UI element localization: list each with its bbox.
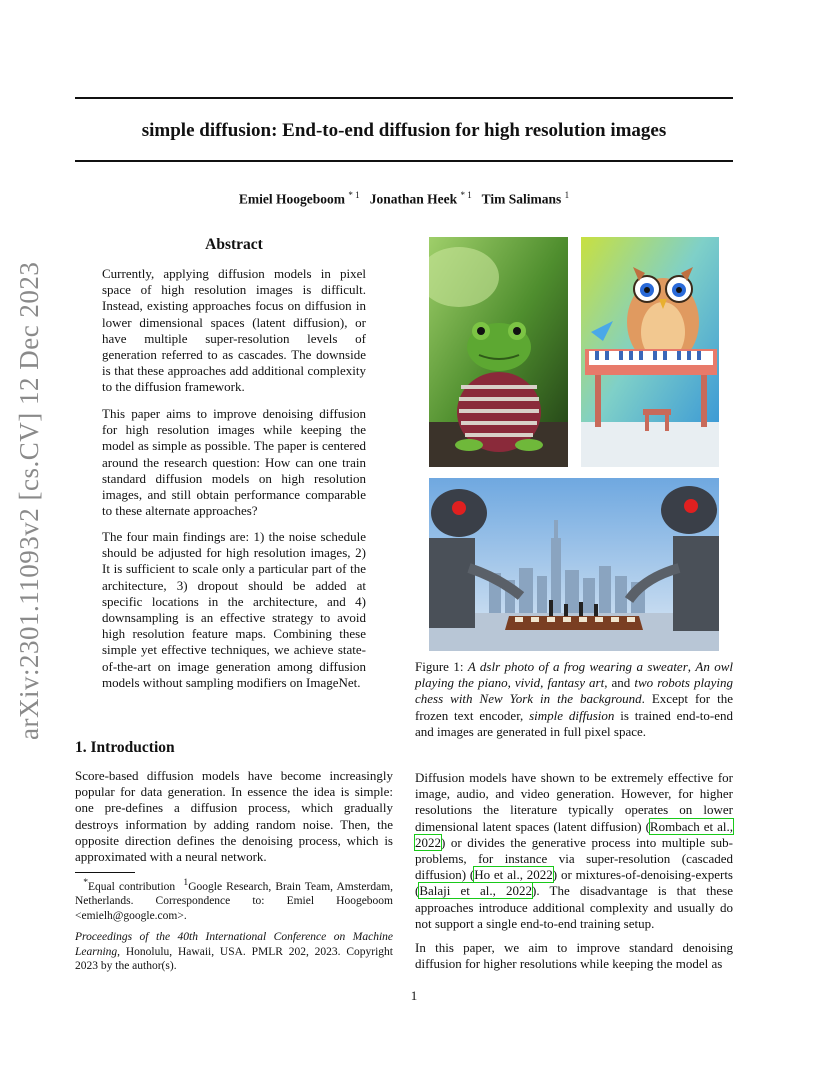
arxiv-stamp[interactable]: arXiv:2301.11093v2 [cs.CV] 12 Dec 2023 [14,261,44,740]
intro-right-paragraph-2: In this paper, we aim to improve standard denoising diffusion for higher resolutions while keeping the model as [415,940,733,972]
page-number: 1 [410,988,418,1003]
footnote-block: *Equal contribution $^1$Google Research, Brain Team, Amsterdam, Netherlands. Correspondence to: Emiel Hoogeboom <emielh@google.com>. [75,877,394,922]
author-name: Emiel Hoogeboom [238,191,345,207]
caption-method-name: simple diffusion [529,707,615,723]
intro-paragraph: Score-based diffusion models have become increasingly popular for data generation. In essence the idea is simple: one pre-defines a diffusion process, which gradually destroys information by adding random noise. Then, the opposite direction defines the denoising process, which is approximated with a neural network. [75,768,393,865]
author-marks: * 1 [460,190,472,200]
caption-text-end: is trained end-to-end and images are generated in full pixel space. [415,707,733,739]
intro-heading: 1. Introduction [75,739,175,756]
frog-image [429,237,568,467]
robots-chess-image [429,478,719,651]
abstract-paragraph-1: Currently, applying diffusion models in pixel space of high resolution images is difficult. Instead, existing approaches focus on diffusion in lower dimensional spaces (latent diffusion), or have multiple super-resolution levels of generation referred to as cascades. The downside is that these approaches add additional complexity to the diffusion framework. [102,266,366,395]
intro-right-paragraph-1 [415,770,733,932]
figure-caption: Figure 1: A dslr photo of a frog wearing a sweater, An owl playing the piano, vivid, fantasy art, and two robots playing chess with New York in the background. Except for the frozen text encoder, simple diffusion is trained end-to-end and images are generated in full pixel space. [415,659,734,739]
proceedings-note [75,930,393,974]
abstract-paragraph-2: This paper aims to improve denoising diffusion for high resolution images while keeping the model as simple as possible. The paper is centered around the research question: How can one train standard diffusion models on high resolution images, and still obtain performance comparable to these alternate approaches? [102,406,366,519]
proceedings-details: , Honolulu, Hawaii, USA. PMLR 202, 2023. Copyright 2023 by the author(s). [75,945,393,972]
caption-text: . Except for the frozen text encoder, [415,691,733,723]
paragraph-text: ). The disadvantage is that these approaches introduce additional complexity and usually do not support a single end-to-end training setup. [415,883,733,931]
caption-prompt-owl: An owl playing the piano, vivid, fantasy art [415,659,734,691]
paragraph-text: Diffusion models have shown to be extremely effective for image, audio, and video generation. However, for higher resolutions the literature typically operates on lower dimensional latent spaces (latent diffusion) ( [415,770,733,834]
caption-prompt-robots: two robots playing chess with New York in the background [415,675,733,707]
author-list [75,190,733,208]
caption-prompt-frog: A dslr photo of a frog wearing a sweater [467,659,688,674]
author-name: Jonathan Heek [369,191,458,207]
proceedings-venue: Proceedings of the 40th International Conference on Machine Learning [75,931,393,958]
title-bottom-rule [75,160,733,162]
paper-title: simple diffusion: End-to-end diffusion for high resolution images [141,120,667,141]
figure-label: Figure 1: [415,659,464,674]
paragraph-text: ) or mixtures-of-denoising-experts ( [415,867,733,899]
footnote-affiliation: Google Research, Brain Team, Amsterdam, Netherlands. Correspondence to: Emiel Hoogeboom <emielh@google.com>. [75,880,394,922]
owl-image [581,237,719,467]
footnote-rule [75,872,135,873]
citation-link-rombach[interactable]: Rombach et al., 2022 [415,818,734,850]
citation-link-ho[interactable]: Ho et al., 2022 [474,867,553,883]
footnote-equal: Equal contribution [88,880,176,893]
author-name: Tim Salimans [481,191,562,207]
author-marks: * 1 [348,190,360,200]
citation-link-balaji[interactable]: Balaji et al., 2022 [419,883,533,899]
top-rule [75,97,733,99]
abstract-heading: Abstract [205,236,263,253]
paragraph-text: ) or divides the generative process into multiple sub-problems, for instance via super-resolution (cascaded diffusion) ( [415,834,733,883]
author-marks: 1 [564,190,570,200]
abstract-paragraph-3: The four main findings are: 1) the noise schedule should be adjusted for high resolution images, 2) It is sufficient to scale only a particular part of the architecture, 3) dropout should be added at specific locations in the architecture, and 4) downsampling is an effective strategy to avoid high resolution feature maps. Combining these simple yet effective techniques, we achieve state-of-the-art on image generation among diffusion models without sampling modifiers on ImageNet. [102,529,366,690]
